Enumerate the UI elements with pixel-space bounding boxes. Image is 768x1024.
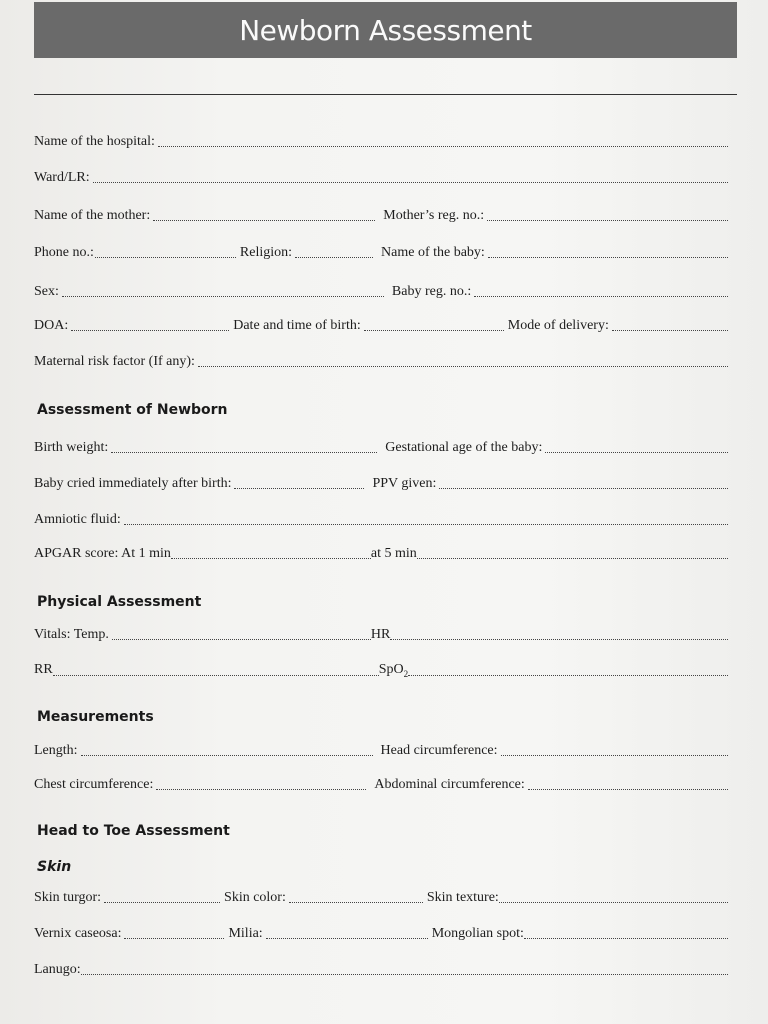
baby-reg-field[interactable] xyxy=(474,295,728,297)
turgor-label: Skin turgor: xyxy=(34,890,102,905)
length-field[interactable] xyxy=(81,754,373,756)
baby-name-label: Name of the baby: xyxy=(381,245,485,260)
chest-circ-label: Chest circumference: xyxy=(34,777,154,792)
phone-row xyxy=(34,245,732,261)
title-bar xyxy=(34,2,737,58)
mother-label: Name of the mother: xyxy=(34,208,151,223)
religion-field[interactable] xyxy=(295,256,373,258)
abd-circ-label: Abdominal circumference: xyxy=(374,777,525,792)
mother-reg-field[interactable] xyxy=(487,219,728,221)
risk-field[interactable] xyxy=(198,365,728,367)
measurements-heading: Measurements xyxy=(37,709,154,725)
vernix-field[interactable] xyxy=(124,937,224,939)
mongolian-field[interactable] xyxy=(524,937,728,939)
skin-row-2 xyxy=(34,926,732,942)
doa-row xyxy=(34,318,732,334)
hr-label: HR xyxy=(370,627,391,642)
apgar5-label: at 5 min xyxy=(370,546,417,561)
ward-row xyxy=(34,170,732,186)
spo2-subscript: 2 xyxy=(403,668,409,679)
lanugo-row xyxy=(34,962,732,978)
spo2-label xyxy=(379,662,408,679)
vernix-label: Vernix caseosa: xyxy=(34,926,122,941)
mother-field[interactable] xyxy=(153,219,375,221)
page-title: Newborn Assessment xyxy=(239,13,532,47)
apgar1-field[interactable] xyxy=(171,557,371,559)
ward-label: Ward/LR: xyxy=(34,170,90,185)
risk-row xyxy=(34,354,732,370)
turgor-field[interactable] xyxy=(104,901,220,903)
spo2-text: SpO xyxy=(378,662,404,677)
skin-heading: Skin xyxy=(37,859,72,875)
assessment-heading: Assessment of Newborn xyxy=(37,402,228,418)
ppv-label: PPV given: xyxy=(372,476,437,491)
gest-age-label: Gestational age of the baby: xyxy=(385,440,543,455)
religion-label: Religion: xyxy=(239,245,293,260)
head-circ-field[interactable] xyxy=(501,754,728,756)
cried-label: Baby cried immediately after birth: xyxy=(34,476,232,491)
texture-label: Skin texture: xyxy=(426,890,499,905)
rr-label: RR xyxy=(34,662,53,677)
cried-field[interactable] xyxy=(234,487,364,489)
header-rule xyxy=(34,94,737,95)
apgar1-label: APGAR score: At 1 min xyxy=(34,546,171,561)
amniotic-label: Amniotic fluid: xyxy=(34,512,121,527)
sex-row xyxy=(34,284,732,300)
lanugo-label: Lanugo: xyxy=(34,962,81,977)
phone-label: Phone no.: xyxy=(34,245,94,260)
spo2-field[interactable] xyxy=(408,674,728,676)
skin-row-1 xyxy=(34,890,732,906)
mode-field[interactable] xyxy=(612,329,728,331)
hospital-label: Name of the hospital: xyxy=(34,134,155,149)
temp-field[interactable] xyxy=(112,638,371,640)
apgar-row xyxy=(34,546,732,562)
hospital-row xyxy=(34,134,732,150)
ppv-field[interactable] xyxy=(439,487,728,489)
risk-label: Maternal risk factor (If any): xyxy=(34,354,195,369)
head-circ-label: Head circumference: xyxy=(380,743,498,758)
sex-field[interactable] xyxy=(62,295,384,297)
rr-field[interactable] xyxy=(53,674,379,676)
hospital-field[interactable] xyxy=(158,145,728,147)
mother-reg-label: Mother’s reg. no.: xyxy=(383,208,485,223)
length-row xyxy=(34,743,732,759)
birth-weight-row xyxy=(34,440,732,456)
amniotic-row xyxy=(34,512,732,528)
mother-row xyxy=(34,208,732,224)
hr-field[interactable] xyxy=(390,638,728,640)
gest-age-field[interactable] xyxy=(545,451,728,453)
abd-circ-field[interactable] xyxy=(528,788,728,790)
length-label: Length: xyxy=(34,743,78,758)
apgar5-field[interactable] xyxy=(417,557,728,559)
milia-field[interactable] xyxy=(266,937,428,939)
ward-field[interactable] xyxy=(93,181,728,183)
rr-row xyxy=(34,662,732,679)
baby-name-field[interactable] xyxy=(488,256,728,258)
doa-label: DOA: xyxy=(34,318,69,333)
phone-field[interactable] xyxy=(95,256,236,258)
vitals-row xyxy=(34,627,732,643)
mode-label: Mode of delivery: xyxy=(507,318,609,333)
temp-label: Vitals: Temp. xyxy=(34,627,109,642)
sex-label: Sex: xyxy=(34,284,59,299)
chest-row xyxy=(34,777,732,793)
texture-field[interactable] xyxy=(499,901,728,903)
cried-row xyxy=(34,476,732,492)
head-to-toe-heading: Head to Toe Assessment xyxy=(37,823,230,839)
skin-color-label: Skin color: xyxy=(224,890,286,905)
dob-field[interactable] xyxy=(364,329,504,331)
dob-label: Date and time of birth: xyxy=(233,318,361,333)
lanugo-field[interactable] xyxy=(81,973,728,975)
mongolian-label: Mongolian spot: xyxy=(431,926,524,941)
physical-heading: Physical Assessment xyxy=(37,594,202,610)
milia-label: Milia: xyxy=(228,926,263,941)
birth-weight-field[interactable] xyxy=(111,451,377,453)
doa-field[interactable] xyxy=(71,329,229,331)
birth-weight-label: Birth weight: xyxy=(34,440,109,455)
chest-circ-field[interactable] xyxy=(156,788,366,790)
baby-reg-label: Baby reg. no.: xyxy=(391,284,472,299)
skin-color-field[interactable] xyxy=(289,901,423,903)
amniotic-field[interactable] xyxy=(124,523,728,525)
